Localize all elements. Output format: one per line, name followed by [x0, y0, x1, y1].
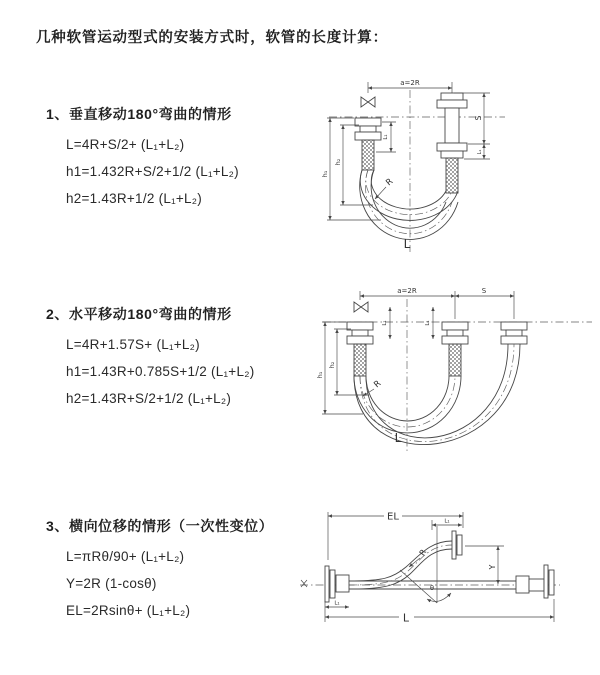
curved-hose-centerline: [349, 545, 452, 585]
hose-u-curves: [354, 344, 520, 445]
dimension-y: [465, 546, 504, 584]
dimension-l: [325, 599, 554, 625]
curved-hose: [349, 541, 452, 589]
section-3: [46, 518, 273, 630]
diagram-horizontal-180-bend: [311, 283, 600, 460]
label-length: L: [394, 431, 402, 445]
dim-label-s: S: [481, 287, 487, 295]
formula-y: Y=2R (1-cosθ): [66, 576, 157, 591]
middle-flange-assembly: [442, 322, 468, 376]
section-2: [46, 306, 254, 418]
label-radius: R: [417, 547, 429, 558]
dim-label-a2r: a=2R: [397, 287, 417, 295]
braided-hose-section: [446, 158, 458, 193]
radius-callout: [375, 177, 395, 199]
label-radius: R: [384, 176, 396, 189]
valve-icon: [354, 302, 368, 312]
centerline-break-mark: [301, 580, 307, 587]
dim-label-l1-bottom: L₁: [334, 600, 340, 607]
dimension-a2r-s: [360, 287, 514, 319]
diagram-lateral-displacement: [298, 498, 600, 648]
dimension-el: [328, 512, 463, 561]
dimension-l1-marks: [382, 307, 433, 339]
dim-label-h2: h₂: [334, 158, 342, 166]
formula-el: EL=2Rsinθ+ (L₁+L₂): [66, 603, 191, 618]
formula-h2: h2=1.43R+S/2+1/2 (L₁+L₂): [66, 391, 232, 406]
section-1: [46, 106, 239, 218]
left-flange-assembly: [355, 118, 381, 170]
right-flange-assembly: [437, 93, 467, 193]
label-radius: R: [372, 378, 384, 391]
dim-label-l1: L₁: [382, 320, 388, 326]
section-2-heading: 2、水平移动180°弯曲的情形: [46, 306, 232, 322]
braided-hose-section: [362, 140, 374, 170]
page-title: 几种软管运动型式的安装方式时，软管的长度计算：: [36, 30, 388, 46]
right-flange-assembly: [501, 322, 527, 344]
dim-label-h1: h₁: [321, 170, 329, 178]
dim-label-s: S: [474, 115, 483, 121]
dimension-l1-top: [432, 519, 462, 531]
hose-u-curves: [360, 170, 458, 239]
dim-label-h2: h₂: [328, 361, 336, 369]
formula-h2: h2=1.43R+1/2 (L₁+L₂): [66, 191, 203, 206]
angle-construction: [400, 526, 451, 603]
label-theta: θ: [430, 584, 434, 592]
section-1-heading: 1、垂直移动180°弯曲的情形: [46, 106, 232, 122]
diagram-vertical-180-bend: [313, 76, 595, 256]
displaced-end-flange: [452, 531, 462, 559]
braided-hose-section: [354, 344, 366, 376]
valve-icon: [361, 97, 375, 107]
dim-label-l1: L₁: [444, 518, 450, 525]
right-flange-assembly: [516, 565, 554, 598]
dim-label-y: Y: [488, 564, 497, 570]
formula-length: L=4R+S/2+ (L₁+L₂): [66, 137, 185, 152]
dim-label-l1-right: L₁: [477, 149, 483, 155]
dim-label-l1: L₁: [383, 134, 389, 140]
dim-label-l1-middle: L₁: [425, 320, 431, 326]
formula-h1: h1=1.43R+0.785S+1/2 (L₁+L₂): [66, 364, 255, 379]
section-3-heading: 3、横向位移的情形（一次性变位）: [46, 518, 274, 534]
formula-h1: h1=1.432R+S/2+1/2 (L₁+L₂): [66, 164, 239, 179]
formula-length: L=4R+1.57S+ (L₁+L₂): [66, 337, 200, 352]
braided-hose-section: [449, 344, 461, 376]
dim-label-a2r: a=2R: [400, 79, 420, 87]
left-flange-assembly: [347, 322, 373, 376]
dim-label-el: EL: [387, 511, 399, 523]
label-length: L: [403, 237, 411, 251]
formula-length: L=πRθ/90+ (L₁+L₂): [66, 549, 185, 564]
dim-label-h1: h₁: [316, 371, 324, 379]
left-flange-assembly: [325, 566, 349, 602]
dim-label-l: L: [402, 611, 410, 625]
